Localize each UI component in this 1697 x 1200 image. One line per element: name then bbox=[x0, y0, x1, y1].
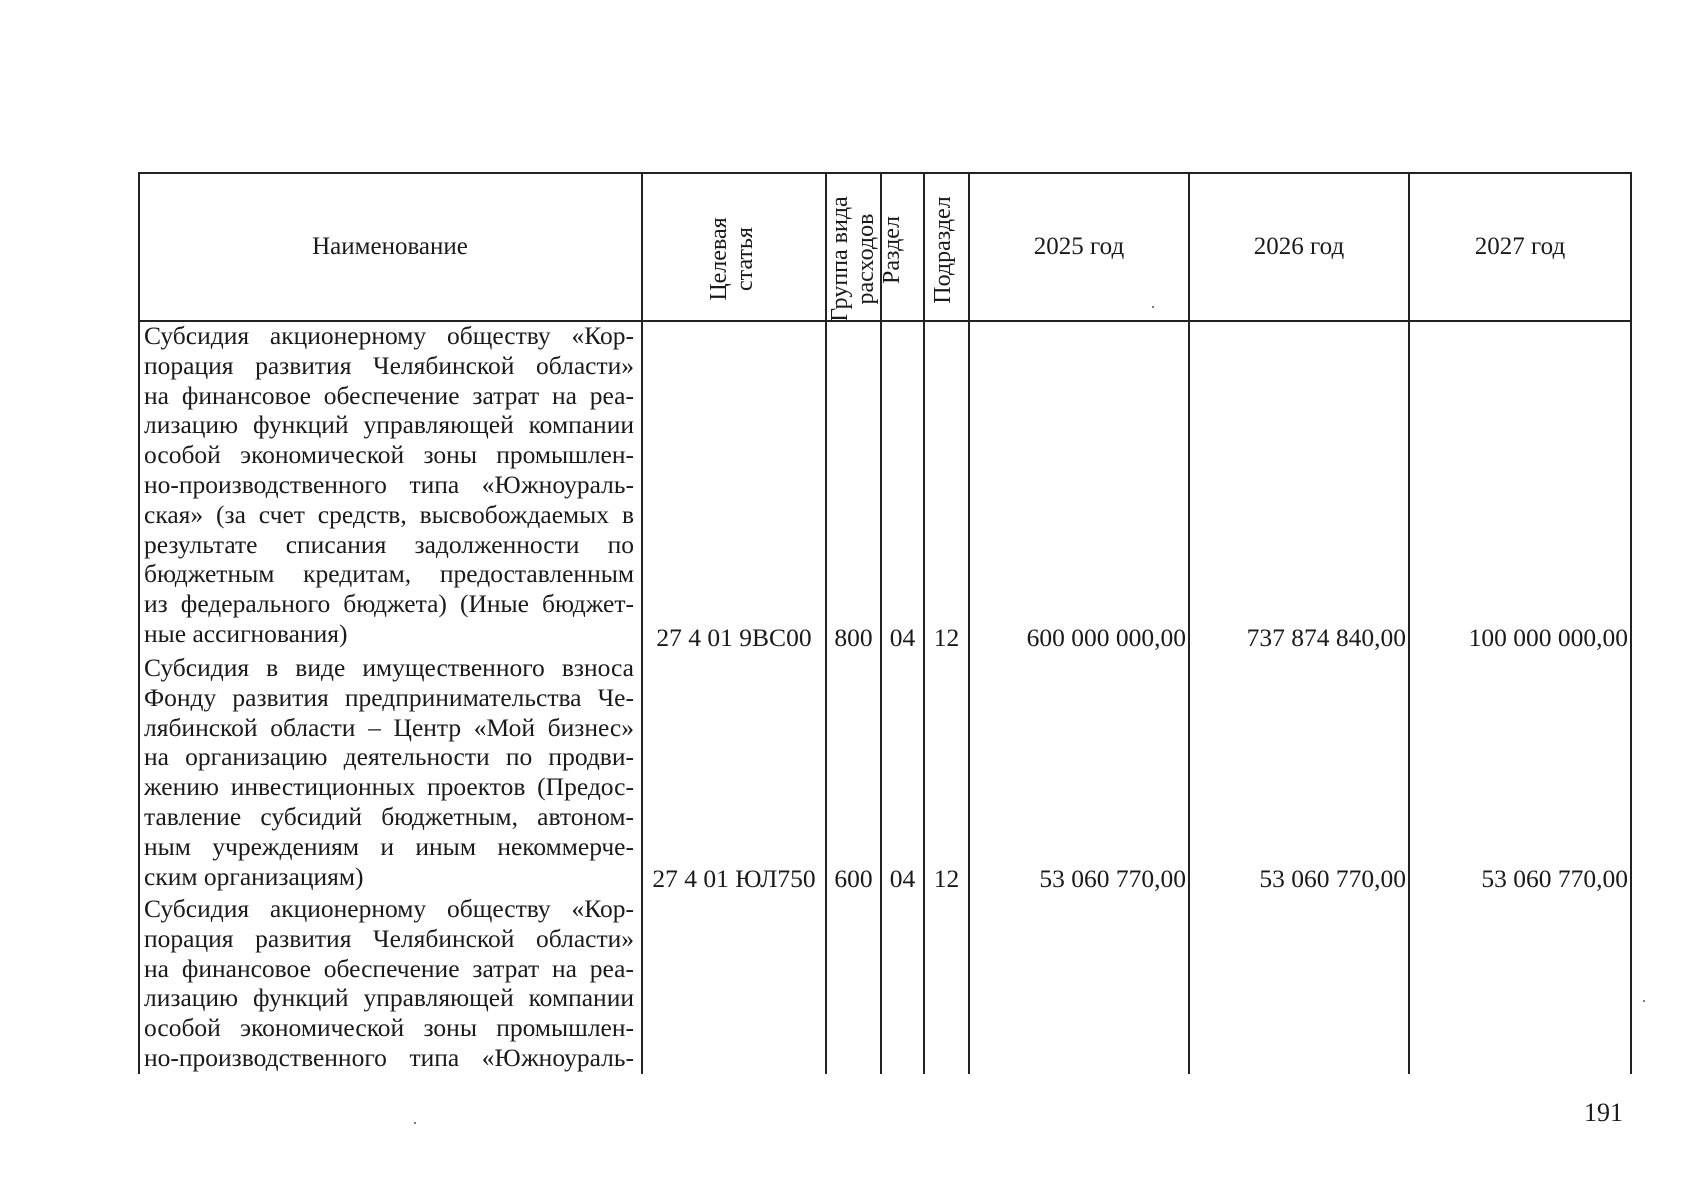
name-line: бюджетным кредитам, предоставленным bbox=[144, 559, 634, 589]
header-target: Целевая статья bbox=[706, 217, 758, 301]
row-2-subsection: 12 bbox=[933, 864, 960, 893]
header-2027: 2027 год bbox=[1474, 233, 1566, 260]
name-line: на финансовое обеспечение затрат на реа- bbox=[144, 953, 634, 983]
row-2-2027: 53 060 770,00 bbox=[1481, 864, 1628, 893]
name-line: Субсидия акционерному обществу «Кор- bbox=[144, 321, 634, 350]
name-line: тавление субсидий бюджетным, автоном- bbox=[144, 801, 634, 831]
name-line: лябинской области – Центр «Мой бизнес» bbox=[144, 712, 634, 742]
table-row-1-name bbox=[144, 321, 634, 649]
name-line: порация развития Челябинской области» bbox=[144, 923, 634, 953]
name-line: ные ассигнования) bbox=[144, 618, 348, 648]
header-2026: 2026 год bbox=[1253, 233, 1345, 260]
row-2-2025: 53 060 770,00 bbox=[1039, 864, 1186, 893]
name-line: лизацию функций управляющей компании bbox=[144, 983, 634, 1013]
row-2-2026: 53 060 770,00 bbox=[1259, 864, 1406, 893]
page-number: 191 bbox=[1584, 1098, 1623, 1127]
name-line: на финансовое обеспечение затрат на реа- bbox=[144, 380, 634, 410]
row-1-section: 04 bbox=[889, 623, 916, 652]
name-line: из федерального бюджета) (Иные бюджет- bbox=[144, 589, 634, 619]
name-line: но-производственного типа «Южноураль- bbox=[144, 1042, 634, 1072]
name-line: результате списания задолженности по bbox=[144, 529, 634, 559]
row-1-group: 800 bbox=[834, 623, 873, 652]
row-1-target: 27 4 01 9ВС00 bbox=[656, 623, 812, 652]
row-2-section: 04 bbox=[889, 864, 916, 893]
header-name: Наименование bbox=[312, 233, 468, 260]
name-line: Фонду развития предпринимательства Че- bbox=[144, 682, 634, 712]
header-section: Раздел bbox=[879, 216, 905, 284]
row-1-subsection: 12 bbox=[933, 623, 960, 652]
row-2-group: 600 bbox=[834, 864, 873, 893]
row-1-2025: 600 000 000,00 bbox=[1026, 623, 1186, 652]
scan-speck bbox=[1152, 306, 1154, 308]
scan-speck bbox=[1643, 1000, 1645, 1002]
name-line: особой экономической зоны промышлен- bbox=[144, 440, 634, 470]
row-1-2026: 737 874 840,00 bbox=[1246, 623, 1406, 652]
row-1-2027: 100 000 000,00 bbox=[1468, 623, 1628, 652]
name-line: ным учреждениям и иным некоммерче- bbox=[144, 831, 634, 861]
name-line: порация развития Челябинской области» bbox=[144, 350, 634, 380]
name-line: жению инвестиционных проектов (Предос- bbox=[144, 772, 634, 802]
row-2-target: 27 4 01 ЮЛ750 bbox=[652, 864, 816, 893]
name-line: Субсидия в виде имущественного взноса bbox=[144, 653, 634, 682]
name-line: особой экономической зоны промышлен- bbox=[144, 1013, 634, 1043]
name-line: ским организациям) bbox=[144, 861, 364, 891]
name-line: Субсидия акционерному обществу «Кор- bbox=[144, 894, 634, 923]
header-subsection: Подраздел bbox=[930, 196, 956, 304]
name-line: но-производственного типа «Южноураль- bbox=[144, 469, 634, 499]
header-2025: 2025 год bbox=[1033, 233, 1125, 260]
table-row-2-name bbox=[144, 653, 634, 891]
scan-speck bbox=[414, 1122, 416, 1124]
name-line: ская» (за счет средств, высвобождаемых в bbox=[144, 499, 634, 529]
name-line: на организацию деятельности по продви- bbox=[144, 742, 634, 772]
name-line: лизацию функций управляющей компании bbox=[144, 410, 634, 440]
table-row-3-name bbox=[144, 894, 634, 1073]
header-group: Группа вида расходов bbox=[827, 196, 879, 322]
